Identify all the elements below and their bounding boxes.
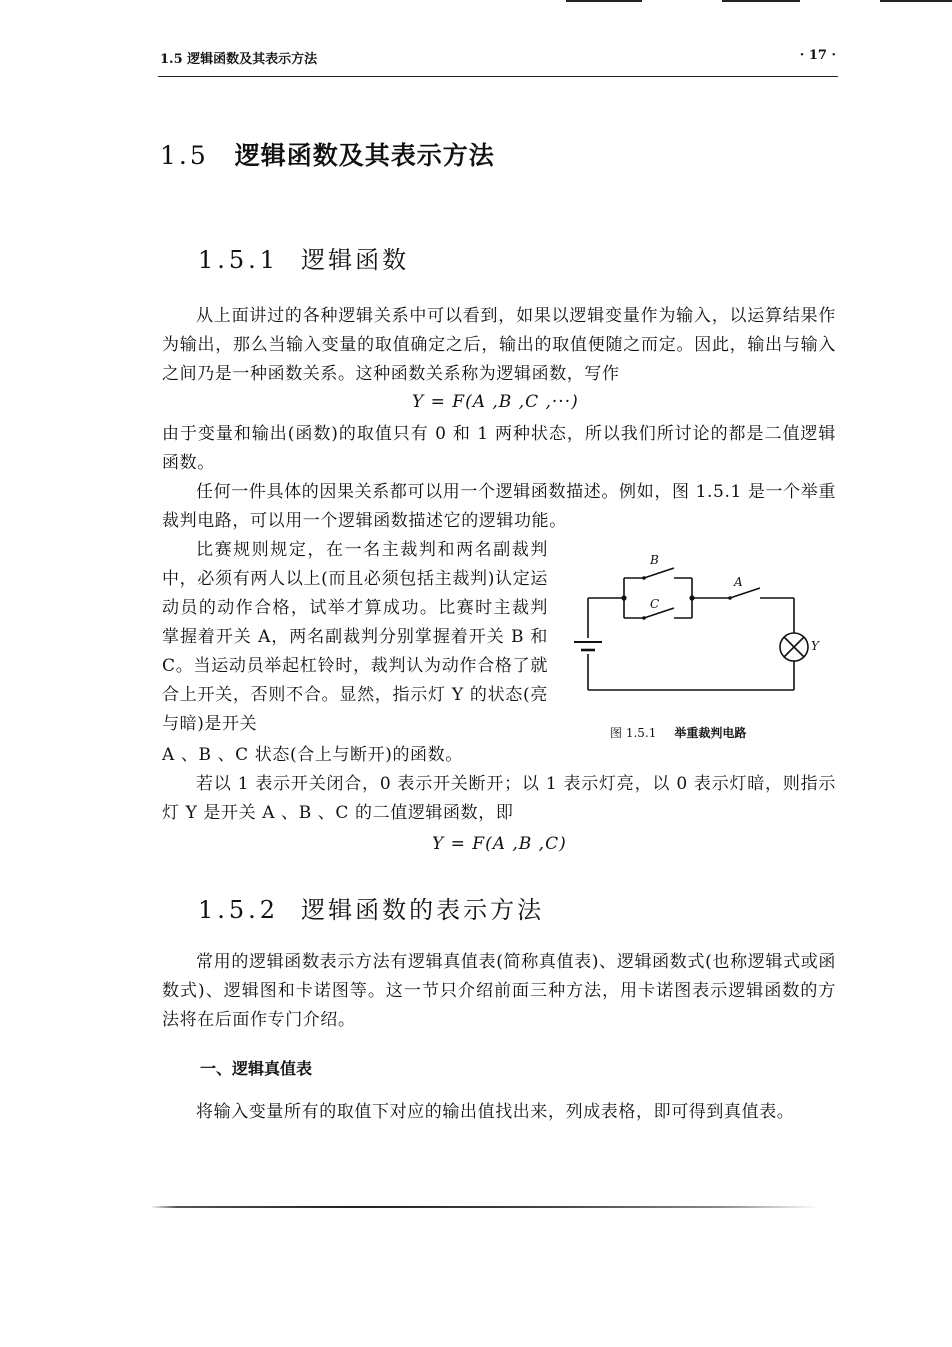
label-y: Y	[811, 639, 819, 653]
figure-number: 图 1.5.1	[610, 726, 657, 740]
figure-title: 举重裁判电路	[674, 726, 747, 740]
paragraph-4: 比赛规则规定，在一名主裁判和两名副裁判中，必须有两人以上(而且必须包括主裁判)认定运动员的动作合格，试举才算成功。比赛时主裁判掌握着开关 A，两名副裁判分别掌握着开关 B 和 C。当运动员举起杠铃时，裁判认为动作合格了就合上开关，否则不合。显然，指示灯 Y 的状态(亮与暗)是开关	[162, 540, 548, 734]
section-number: 1.5	[160, 141, 209, 170]
subsection-heading-2	[198, 890, 544, 925]
section-title: 逻辑函数及其表示方法	[234, 141, 495, 170]
figure-weightlifting-circuit	[568, 548, 828, 748]
label-a: A	[734, 575, 743, 589]
header-rule	[158, 76, 838, 77]
paragraph-6: 常用的逻辑函数表示方法有逻辑真值表(简称真值表)、逻辑函数式(也称逻辑式或函数式)、逻辑图和卡诺图等。这一节只介绍前面三种方法，用卡诺图表示逻辑函数的方法将在后面作专门介绍。	[162, 952, 836, 1030]
subsection-title: 逻辑函数	[301, 246, 410, 274]
section-heading	[160, 136, 495, 172]
formula-2: Y = F(A ,B ,C)	[432, 834, 567, 854]
running-head-title: 1.5 逻辑函数及其表示方法	[160, 52, 318, 67]
running-head	[160, 48, 836, 70]
paragraph-2: 由于变量和输出(函数)的取值只有 0 和 1 两种状态，所以我们所讨论的都是二值逻辑函数。	[162, 424, 836, 473]
circuit-diagram	[568, 548, 828, 748]
paragraph-4-tail: A 、B 、C 状态(合上与断开)的函数。	[162, 745, 463, 765]
scan-top-marks	[0, 0, 952, 4]
figure-caption	[610, 724, 746, 741]
subsection-number: 1.5.2	[198, 896, 280, 924]
bottom-scan-line	[150, 1206, 820, 1208]
subsection-title: 逻辑函数的表示方法	[301, 896, 545, 924]
paragraph-1: 从上面讲过的各种逻辑关系中可以看到，如果以逻辑变量作为输入，以运算结果作为输出，那么当输入变量的取值确定之后，输出的取值便随之而定。因此，输出与输入之间乃是一种函数关系。这种函数关系称为逻辑函数，写作	[162, 306, 836, 384]
page-number: · 17 ·	[799, 48, 836, 63]
paragraph-5: 若以 1 表示开关闭合，0 表示开关断开；以 1 表示灯亮，以 0 表示灯暗，则指示灯 Y 是开关 A 、B 、C 的二值逻辑函数，即	[162, 774, 836, 823]
paragraph-3: 任何一件具体的因果关系都可以用一个逻辑函数描述。例如，图 1.5.1 是一个举重裁判电路，可以用一个逻辑函数描述它的逻辑功能。	[162, 482, 836, 531]
formula-1: Y = F(A ,B ,C ,···)	[412, 392, 579, 412]
label-b: B	[650, 553, 659, 567]
paragraph-7: 将输入变量所有的取值下对应的输出值找出来，列成表格，即可得到真值表。	[196, 1102, 795, 1122]
subsection-heading-1	[198, 240, 409, 275]
subsection-number: 1.5.1	[198, 246, 280, 274]
label-c: C	[650, 597, 660, 611]
subheading-truth-table: 一、逻辑真值表	[200, 1059, 313, 1078]
